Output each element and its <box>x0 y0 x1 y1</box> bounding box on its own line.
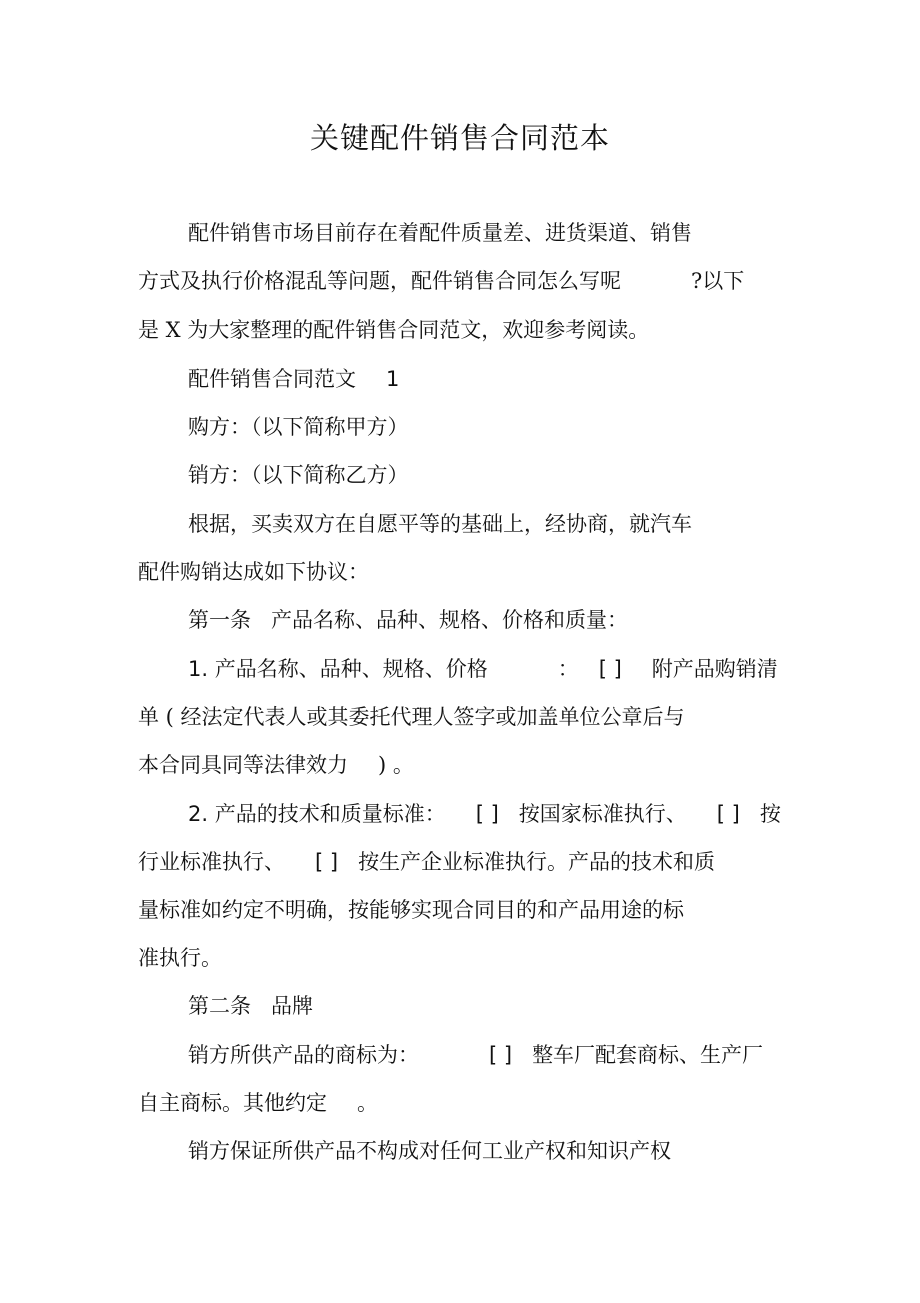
line-text: ： <box>557 657 579 681</box>
paragraph-line <box>188 459 409 491</box>
line-text: 整车厂配套商标、生产厂 <box>532 1043 764 1067</box>
paragraph-line <box>138 314 649 346</box>
checkbox-bracket: [ ] <box>598 657 622 681</box>
line-text: 1. 产品名称、品种、规格、价格 <box>188 657 488 681</box>
paragraph-line <box>138 701 685 733</box>
line-text: 品牌 <box>271 994 313 1018</box>
paragraph-line <box>188 217 692 249</box>
line-text: 按国家标准执行、 <box>518 802 687 826</box>
paragraph-line <box>188 1135 671 1167</box>
line-text: 配件购销达成如下协议： <box>138 560 369 584</box>
line-text: 第一条 <box>188 608 251 632</box>
line-text: 产品名称、品种、规格、价格和质量： <box>271 608 628 632</box>
line-text: 1 <box>386 367 400 391</box>
line-text: 按 <box>759 802 781 826</box>
line-text: 是 X 为大家整理的配件销售合同范文，欢迎参考阅读。 <box>138 318 650 342</box>
article-heading <box>188 990 313 1022</box>
line-text: 方式及执行价格混乱等问题，配件销售合同怎么写呢 <box>138 269 621 293</box>
paragraph-line <box>138 846 715 878</box>
line-text: 根据，买卖双方在自愿平等的基础上，经协商，就汽车 <box>188 512 692 536</box>
paragraph-line <box>138 942 222 974</box>
line-text: 量标准如约定不明确，按能够实现合同目的和产品用途的标 <box>138 898 684 922</box>
line-text: 第二条 <box>188 994 251 1018</box>
line-text: 配件销售合同范文 <box>188 367 356 391</box>
line-text: 销方保证所供产品不构成对任何工业产权和知识产权 <box>188 1139 671 1163</box>
line-text: ) 。 <box>378 753 414 777</box>
line-text: 按生产企业标准执行。产品的技术和质 <box>358 850 716 874</box>
line-text: 。 <box>357 1091 378 1115</box>
line-text: 2. 产品的技术和质量标准： <box>188 802 446 826</box>
checkbox-bracket: [ ] <box>489 1043 513 1067</box>
line-text: 销方所供产品的商标为： <box>188 1043 419 1067</box>
line-text: ?以下 <box>691 269 745 293</box>
line-text: 本合同具同等法律效力 <box>138 753 348 777</box>
paragraph-line <box>138 894 684 926</box>
line-text: 行业标准执行、 <box>138 850 285 874</box>
line-text: 准执行。 <box>138 946 222 970</box>
line-text: 单 ( 经法定代表人或其委托代理人签字或加盖单位公章后与 <box>138 705 685 729</box>
paragraph-line <box>188 653 778 685</box>
checkbox-bracket: [ ] <box>315 850 339 874</box>
line-text: 自主商标。其他约定 <box>138 1091 327 1115</box>
section-heading <box>188 363 399 395</box>
checkbox-bracket: [ ] <box>716 802 740 826</box>
line-text: 销方：（以下简称乙方） <box>188 463 409 487</box>
paragraph-line <box>138 556 369 588</box>
article-heading <box>188 604 628 636</box>
document-title: 关键配件销售合同范本 <box>309 121 610 155</box>
paragraph-line <box>138 1087 378 1119</box>
paragraph-line <box>188 411 409 443</box>
line-text: 配件销售市场目前存在着配件质量差、进货渠道、销售 <box>188 221 692 245</box>
paragraph-line <box>138 749 414 781</box>
paragraph-line <box>188 1039 763 1071</box>
paragraph-line <box>138 265 744 297</box>
paragraph-line <box>188 798 781 830</box>
line-text: 购方：（以下简称甲方） <box>188 415 409 439</box>
line-text: 附产品购销清 <box>651 657 778 681</box>
paragraph-line <box>188 508 692 540</box>
checkbox-bracket: [ ] <box>475 802 499 826</box>
